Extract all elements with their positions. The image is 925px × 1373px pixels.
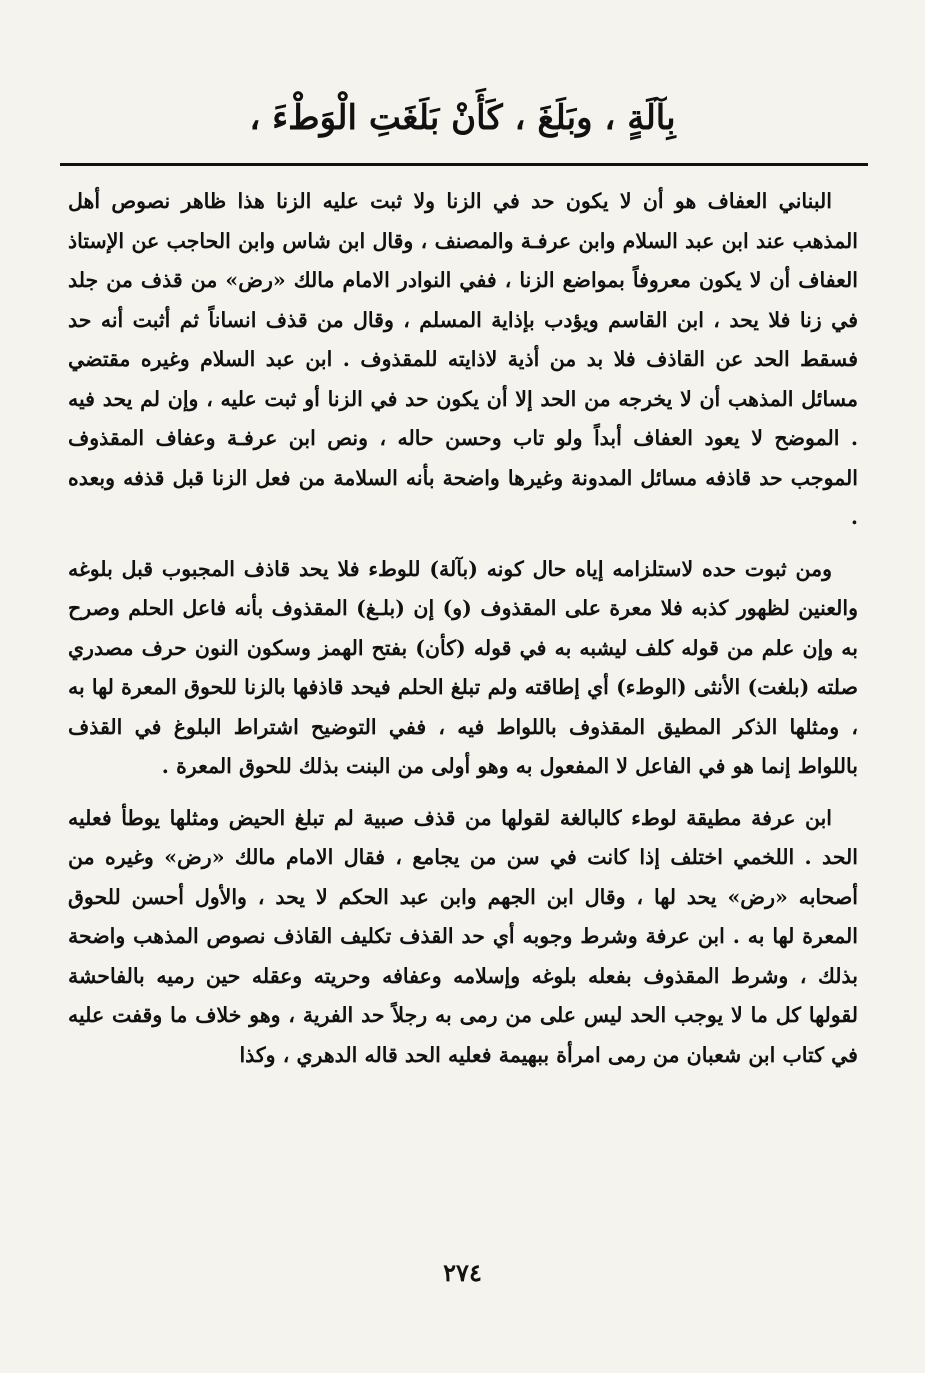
page-number: ٢٧٤: [443, 1258, 482, 1287]
page-body: [68, 182, 858, 1075]
header-title: بِآلَةٍ ، وبَلَغَ ، كَأَنْ بَلَغَتِ الْوَطْءَ ،: [249, 98, 676, 138]
header-rule: [60, 163, 868, 166]
paragraph-2: ومن ثبوت حده لاستلزامه إياه حال كونه (بآلة) للوطء فلا يحد قاذف المجبوب قبل بلوغه والعنين لظهور كذبه فلا معرة على المقذوف (و) إن (بلـغ) المقذوف بأنه فاعل الحلم وصرح به وإن علم من قوله كلف ليشبه به في قوله (كأن) بفتح الهمز وسكون النون حرف مصدري صلته (بلغت) الأنثى (الوطء) أي إطاقته ولم تبلغ الحلم فيحد قاذفها بالزنا للحوق المعرة لها به ، ومثلها الذكر المطيق المقذوف باللواط فيه ، ففي التوضيح اشتراط البلوغ في القذف باللواط إنما هو في الفاعل لا المفعول به وهو أولى من البنت بذلك للحوق المعرة .: [68, 556, 858, 778]
paragraph-1: البناني العفاف هو أن لا يكون حد في الزنا ولا ثبت عليه الزنا هذا ظاهر نصوص أهل المذهب عند ابن عبد السلام وابن عرفـة والمصنف ، وقال ابن شاس وابن الحاجب عن الإستاذ العفاف أن لا يكون معروفاً بمواضع الزنا ، ففي النوادر الامام مالك «رض» من قذف من جلد في زنا فلا يحد ، ابن القاسم ويؤدب بإذاية المسلم ، وقال من قذف انساناً ثم أثبت أنه حد فسقط الحد عن القاذف فلا بد من أذية لاذايته للمقذوف . ابن عبد السلام وغيره مقتضي مسائل المذهب أن لا يخرجه من الحد إلا أن يكون حد في الزنا أو ثبت عليه ، وإن لم يحد فيه . الموضح لا يعود العفاف أبداً ولو تاب وحسن حاله ، ونص ابن عرفـة وعفاف المقذوف الموجب حد قاذفه مسائل المدونة وغيرها واضحة بأنه السلامة من فعل الزنا قبل قذفه وبعده .: [68, 189, 858, 529]
paragraph-3: ابن عرفة مطيقة لوطء كالبالغة لقولها من قذف صبية لم تبلغ الحيض ومثلها يوطأ فعليه الحد . اللخمي اختلف إذا كانت في سن من يجامع ، فقال الامام مالك «رض» وغيره من أصحابه «رض» يحد لها ، وقال ابن الجهم وابن عبد الحكم لا يحد ، والأول أحسن للحوق المعرة لها به . ابن عرفة وشرط وجوبه أي حد القذف تكليف القاذف نصوص المذهب واضحة بذلك ، وشرط المقذوف بفعله بلوغه وإسلامه وعفافه وحريته وعقله حين رميه بالفاحشة لقولها كل ما لا يوجب الحد ليس على من رمى به رجلاً حد الفرية ، وهو خلاف ما وقفت عليه في كتاب ابن شعبان من رمى امرأة ببهيمة فعليه الحد قاله الدهري ، وكذا: [68, 805, 858, 1067]
page-header: [60, 88, 865, 148]
